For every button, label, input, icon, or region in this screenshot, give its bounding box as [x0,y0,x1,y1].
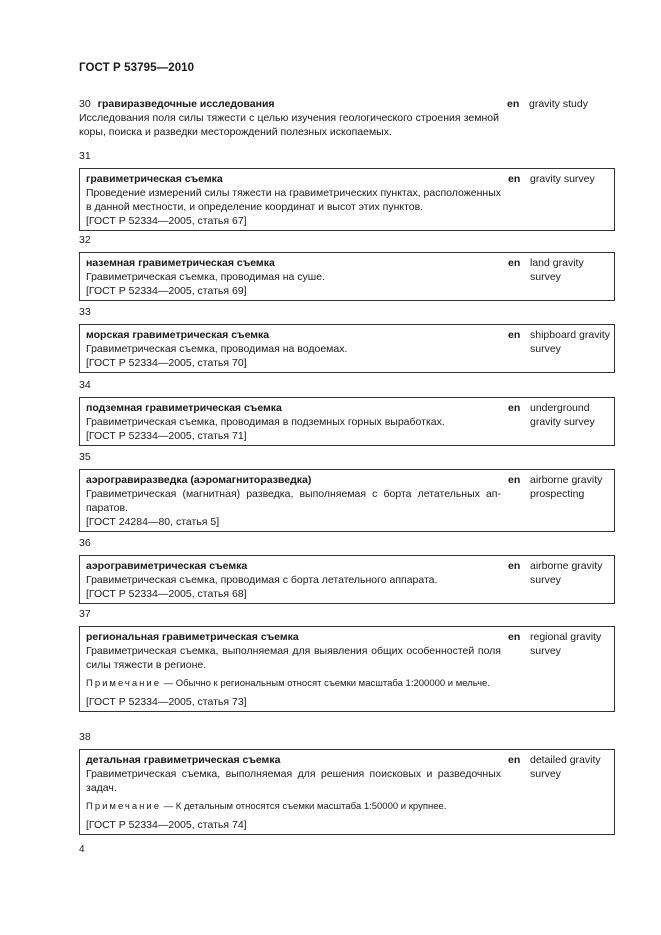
entry-body [86,172,501,228]
entry-definition: Гравиметрическая съемка, выполняемая для выявления общих особенностей поля силы тяжести в регионе. [86,645,501,671]
entry-body [86,256,501,298]
entry-frame [79,749,615,835]
entry-reference: [ГОСТ Р 52334—2005, статья 73] [86,696,247,708]
term-entry-36 [79,536,615,604]
entry-definition: Гравиметрическая съемка, проводимая с борта летательного аппарата. [86,574,438,586]
entry-body [86,473,501,529]
entry-term: детальная гравиметрическая съемка [86,754,281,766]
page-number: 4 [79,844,85,855]
entry-number: 33 [79,306,91,318]
entry-number: 36 [79,537,91,549]
lang-code: en [508,173,521,185]
entry-number: 35 [79,451,91,463]
lang-code: en [508,329,521,341]
entry-definition: Гравиметрическая съемка, проводимая в подземных горных выработках. [86,416,445,428]
entry-reference: [ГОСТ Р 52334—2005, статья 71] [86,430,247,442]
term-entry-33 [79,305,615,373]
entry-note [86,800,501,813]
entry-definition: Исследования поля силы тяжести с целью изучения геологического строения земной коры, поиска и разведки месторождений полезных ископаемых. [79,112,499,138]
entry-term: наземная гравиметрическая съемка [86,257,275,269]
entry-body [86,559,501,601]
entry-number: 38 [79,731,91,743]
entry-term: аэрогравиразведка (аэромагниторазведка) [86,474,312,486]
term-entry-34 [79,378,615,446]
lang-code: en [508,402,521,414]
term-entry-35 [79,450,615,532]
entry-frame [79,168,615,231]
entry-body [86,401,501,443]
note-label: Примечание [86,678,161,689]
english-equivalent: underground gravity survey [530,402,595,428]
entry-term: подземная гравиметрическая съемка [86,402,282,414]
english-equivalent: shipboard gravity survey [530,329,610,355]
english-equivalent: land gravity survey [530,257,584,283]
term-entry-32 [79,233,615,301]
english-equivalent: airborne gravity prospecting [530,474,603,500]
note-text: — К детальным относятся съемки масштаба 1:50000 и крупнее. [161,801,447,812]
entry-term: морская гравиметрическая съемка [86,329,270,341]
english-equivalent: airborne gravity survey [530,560,603,586]
entry-note [86,677,501,690]
english-equivalent: detailed gravity survey [530,754,601,780]
entry-definition: Гравиметрическая съемка, проводимая на суше. [86,271,325,283]
entry-number: 31 [79,150,91,162]
lang-code: en [508,631,521,643]
entry-number: 30 [79,98,91,110]
term-entry-37 [79,607,615,712]
entry-frame [79,626,615,712]
entry-body [79,97,499,139]
term-entry-38 [79,730,615,835]
page-header: ГОСТ Р 53795—2010 [79,62,195,74]
lang-code: en [508,474,521,486]
lang-code: en [507,98,520,110]
entry-frame [79,252,615,301]
entry-reference: [ГОСТ Р 52334—2005, статья 67] [86,215,247,227]
entry-reference: [ГОСТ Р 52334—2005, статья 68] [86,588,247,600]
entry-number: 32 [79,234,91,246]
entry-term: аэрогравиметрическая съемка [86,560,248,572]
entry-definition: Проведение измерений силы тяжести на гравиметрических пунктах, расположенных в данной местности, и определение координат и высот этих пунктов. [86,187,501,213]
english-equivalent: gravity study [529,98,588,110]
note-label: Примечание [86,801,161,812]
entry-reference: [ГОСТ 24284—80, статья 5] [86,516,220,528]
lang-code: en [508,257,521,269]
entry-frame [79,397,615,446]
entry-number: 34 [79,379,91,391]
entry-frame [79,555,615,604]
entry-reference: [ГОСТ Р 52334—2005, статья 74] [86,819,247,831]
term-entry-31 [79,149,615,231]
entry-body [86,753,501,832]
english-equivalent: regional gravity survey [530,631,602,657]
lang-code: en [508,560,521,572]
entry-reference: [ГОСТ Р 52334—2005, статья 69] [86,285,247,297]
entry-term: гравиразведочные исследования [97,98,275,110]
entry-body [86,328,501,370]
entry-reference: [ГОСТ Р 52334—2005, статья 70] [86,357,247,369]
entry-term: гравиметрическая съемка [86,173,223,185]
english-equivalent: gravity survey [530,173,595,185]
entry-definition: Гравиметрическая съемка, выполняемая для решения поисковых и разведочных задач. [86,768,501,794]
entry-frame [79,469,615,532]
entry-body [86,630,501,709]
lang-code: en [508,754,521,766]
entry-frame [79,324,615,373]
entry-number: 37 [79,608,91,620]
entry-definition: Гравиметрическая съемка, проводимая на водоемах. [86,343,348,355]
term-entry-30 [79,97,615,139]
entry-definition: Гравиметрическая (магнитная) разведка, выполняемая с борта летательных аппаратов. [86,488,501,514]
note-text: — Обычно к региональным относят съемки масштаба 1:200000 и мельче. [161,678,490,689]
entry-term: региональная гравиметрическая съемка [86,631,299,643]
